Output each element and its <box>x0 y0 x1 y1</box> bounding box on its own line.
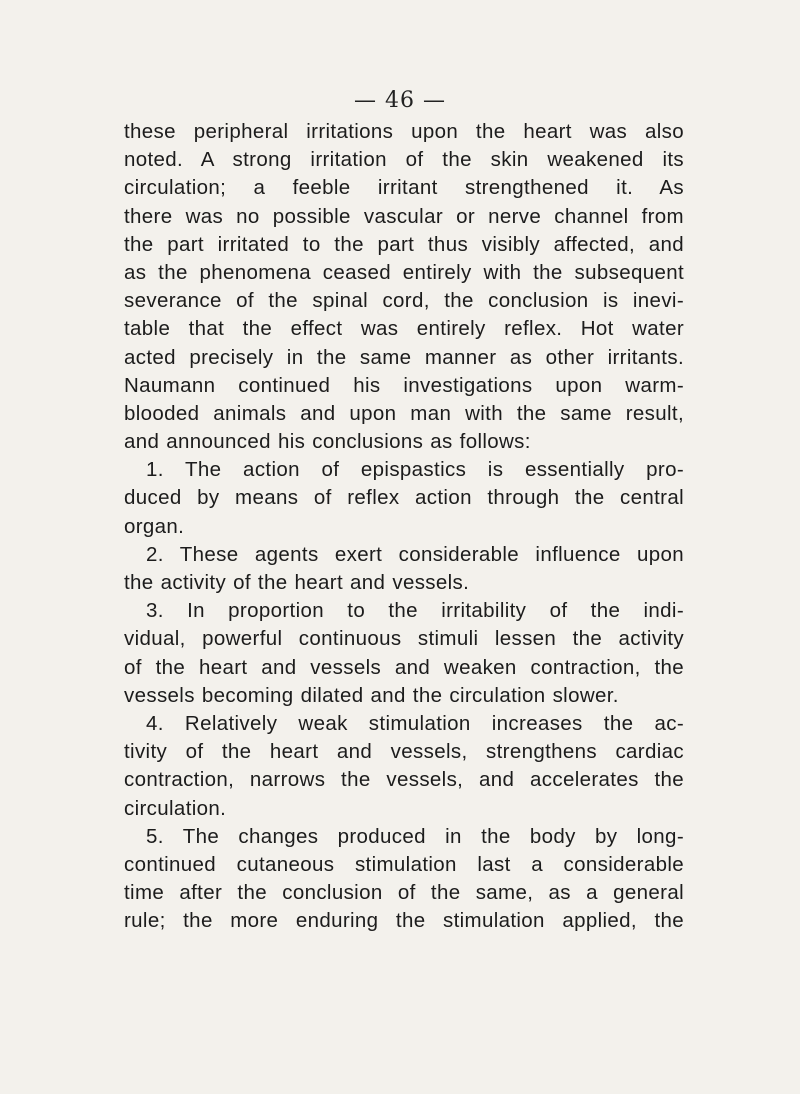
text-line: blooded animals and upon man with the same result, <box>124 401 684 425</box>
text-line: continued cutaneous stimulation last a considerable <box>124 852 684 876</box>
text-line: there was no possible vascular or nerve channel from <box>124 204 684 228</box>
text-line: table that the effect was entirely reflex. Hot water <box>124 317 684 341</box>
text-line: organ. <box>124 514 185 538</box>
page-number: — 46 — <box>354 88 446 113</box>
text-line: of the heart and vessels and weaken contraction, the <box>124 655 684 679</box>
text-line: 1. The action of epispastics is essentially pro- <box>146 458 684 482</box>
text-line: vessels becoming dilated and the circulation slower. <box>124 683 619 707</box>
text-line: rule; the more enduring the stimulation applied, the <box>124 909 684 933</box>
text-line: and announced his conclusions as follows: <box>124 430 531 454</box>
text-line: severance of the spinal cord, the conclusion is inevi- <box>124 289 684 313</box>
text-line: the part irritated to the part thus visibly affected, and <box>124 232 684 256</box>
text-line: tivity of the heart and vessels, strengthens cardiac <box>124 740 684 764</box>
text-line: 3. In proportion to the irritability of the indi- <box>146 599 684 623</box>
text-line: duced by means of reflex action through the central <box>124 486 684 510</box>
text-line: time after the conclusion of the same, as a general <box>124 881 684 905</box>
text-line: these peripheral irritations upon the heart was also <box>124 120 684 143</box>
text-line: Naumann continued his investigations upon warm- <box>124 373 684 397</box>
text-line: the activity of the heart and vessels. <box>124 571 470 594</box>
text-line: as the phenomena ceased entirely with the subsequent <box>124 260 684 284</box>
body-text <box>124 118 684 935</box>
text-line: noted. A strong irritation of the skin weakened its <box>124 148 684 172</box>
text-line: contraction, narrows the vessels, and accelerates the <box>124 768 684 792</box>
text-line: vidual, powerful continuous stimuli lessen the activity <box>124 627 684 651</box>
text-line: 4. Relatively weak stimulation increases the ac- <box>146 711 684 735</box>
text-line: 2. These agents exert considerable influence upon <box>146 542 684 566</box>
text-line: circulation; a feeble irritant strengthened it. As <box>124 176 684 200</box>
text-line: acted precisely in the same manner as other irritants. <box>124 345 684 369</box>
text-line: circulation. <box>124 796 227 820</box>
text-line: 5. The changes produced in the body by long- <box>146 824 684 848</box>
